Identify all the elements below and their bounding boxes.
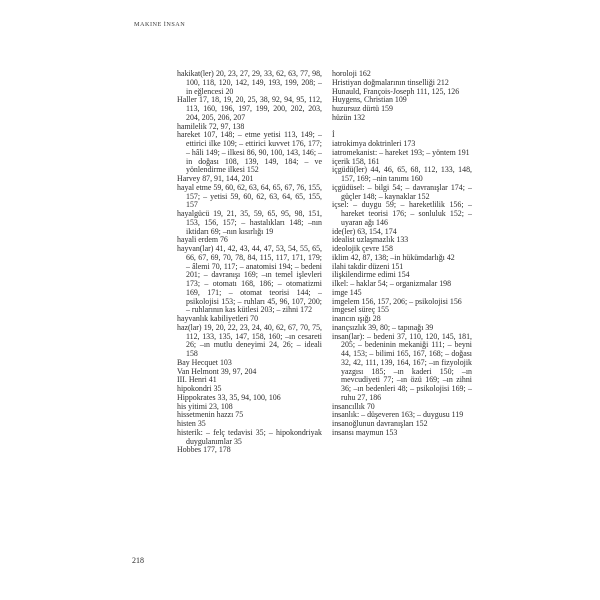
index-entry: Van Helmont 39, 97, 204 bbox=[177, 366, 257, 376]
index-entry: hipokondri 35 bbox=[177, 384, 222, 393]
index-entry: inancın ışığı 28 bbox=[332, 314, 381, 323]
index-entry: hamilelik 72, 97, 138 bbox=[177, 121, 245, 131]
index-entry: içerik 158, 161 bbox=[332, 156, 380, 166]
index-entry: hayvan(lar) 41, 42, 43, 44, 47, 53, 54, 55, 65, 66, 67, 69, 70, 78, 84, 115, 117, 171, 179; – âlemi 70, 117; – anatomisi 194; – bedeni 201; – davranışı 169; –ın temel işlevleri 173; – otomatı 168, 186; – otomatizmi 169, 171; – otomat teorisi 144; – psikolojisi 153; – ruhları 45, 96, 107, 200; – ruhlarının kas kütlesi 203; – zihni 172 bbox=[177, 244, 322, 315]
index-entry: imgelem 156, 157, 206; – psikolojisi 156 bbox=[332, 296, 462, 306]
index-entry: huzursuz dürtü 159 bbox=[332, 104, 393, 113]
index-entry: histen 35 bbox=[177, 419, 206, 428]
index-entry: hissetmenin hazzı 75 bbox=[177, 410, 244, 420]
index-entry: his yitimi 23, 108 bbox=[177, 401, 233, 411]
index-entry: Harvey 87, 91, 144, 201 bbox=[177, 174, 254, 183]
page-number: 218 bbox=[132, 556, 144, 565]
index-entry: imge 145 bbox=[332, 287, 362, 297]
index-entry: ilahi takdir düzeni 151 bbox=[332, 261, 404, 271]
index-column-right bbox=[332, 70, 472, 438]
index-entry: hayalgücü 19, 21, 35, 59, 65, 95, 98, 151, 153, 156, 157; – hastalıkları 148; –nın iktidarı 69; –nın kısırlığı 19 bbox=[177, 209, 322, 236]
index-entry: hüzün 132 bbox=[332, 112, 366, 122]
running-head: MAKINE İNSAN bbox=[134, 21, 186, 28]
index-entry: hareket 107, 148; – etme yetisi 113, 149; – ettirici ilke 109; – ettirici kuvvet 176, 177; – hâli 149; – ilkesi 86, 90, 100, 143, 146; –in doğası 108, 139, 149, 184; – ve yönlendirme ilkesi 152 bbox=[177, 130, 322, 175]
index-entry: Bay Hecquet 103 bbox=[177, 357, 232, 367]
index-entry: hayali erdem 76 bbox=[177, 235, 228, 245]
index-entry: ilkel: – haklar 54; – organizmalar 198 bbox=[332, 279, 452, 288]
index-entry: insanoğlunun davranışları 152 bbox=[332, 419, 428, 428]
index-entry: içgüdüsel: – bilgi 54; – davranışlar 174; – güçler 148; – kaynaklar 152 bbox=[332, 182, 472, 201]
index-entry: idealist uzlaşmazlık 133 bbox=[332, 235, 409, 245]
index-entry: haz(lar) 19, 20, 22, 23, 24, 40, 62, 67, 70, 75, 112, 133, 135, 147, 158, 160; –ın cesareti 26; –ın mutlu deneyimi 24, 26; – ideali 158 bbox=[177, 322, 322, 358]
index-entry: Hippokrates 33, 35, 94, 100, 106 bbox=[177, 392, 281, 402]
index-entry: Huygens, Christian 109 bbox=[332, 95, 407, 105]
index-entry: Haller 17, 18, 19, 20, 25, 38, 92, 94, 95, 112, 113, 160, 196, 197, 199, 200, 202, 203, 204, 205, 206, 207 bbox=[177, 95, 322, 122]
index-entry: hakikat(ler) 20, 23, 27, 29, 33, 62, 63, 77, 98, 100, 118, 120, 142, 149, 193, 199, 208; –in eğlencesi 20 bbox=[177, 69, 322, 96]
index-entry: Hobbes 177, 178 bbox=[177, 445, 231, 455]
index-entry: insancıllık 70 bbox=[332, 401, 375, 411]
index-entry: inançsızlık 39, 80; – tapınağı 39 bbox=[332, 322, 434, 332]
index-entry: iatrokimya doktrinleri 173 bbox=[332, 139, 416, 148]
index-entry: hayvanlık kabiliyetleri 70 bbox=[177, 314, 259, 323]
index-entry: III. Henri 41 bbox=[177, 375, 217, 385]
index-entry: iatromekanist: – hareket 193; – yöntem 191 bbox=[332, 147, 470, 157]
index-entry: imgesel süreç 155 bbox=[332, 305, 389, 315]
index-entry: içgüdü(ler) 44, 46, 65, 68, 112, 133, 148, 157, 169; –nin tanımı 160 bbox=[332, 165, 472, 183]
index-entry: hayal etme 59, 60, 62, 63, 64, 65, 67, 76, 155, 157; – yetisi 59, 60, 62, 63, 64, 65, 155, 157 bbox=[177, 182, 322, 210]
index-entry: iklim 42, 87, 138; –in hükümdarlığı 42 bbox=[332, 252, 455, 262]
index-entry: ideolojik çevre 158 bbox=[332, 244, 393, 253]
index-column-left bbox=[177, 70, 322, 455]
index-entry: Hunauld, François-Joseph 111, 125, 126 bbox=[332, 86, 460, 96]
index-entry: histerik: – felç tedavisi 35; – hipokondriyak duygulanımlar 35 bbox=[177, 427, 322, 446]
index-entry: insanlık: – düşeveren 163; – duygusu 119 bbox=[332, 410, 464, 420]
index-entry: ilişkilendirme edimi 154 bbox=[332, 270, 410, 280]
index-entry: insansı maymun 153 bbox=[332, 427, 398, 437]
index-entry: Hristiyan doğmalarının tinselliği 212 bbox=[332, 77, 449, 87]
index-entry: içsel: – duygu 59; – hareketlilik 156; – hareket teorisi 176; – sonluluk 152; – uyaran ağı 146 bbox=[332, 200, 472, 227]
index-entry: insan(lar): – bedeni 37, 110, 120, 145, 181, 205; – bedeninin mekaniği 111; – beyni 44, 153; – bilimi 165, 167, 168; – doğası 32, 42, 111, 139, 164, 167; –ın fizyolojik yazgısı 185; –ın kaderi 150; –ın mevcudiyeti 77; –ın özü 169; –ın zihni 36; –ın bedenleri 48; – psikolojisi 169; – ruhu 27, 186 bbox=[332, 331, 472, 402]
index-entry: ide(ler) 63, 154, 174 bbox=[332, 226, 397, 236]
index-entry: horoloji 162 bbox=[332, 69, 371, 78]
index-section-letter: İ bbox=[332, 130, 335, 140]
